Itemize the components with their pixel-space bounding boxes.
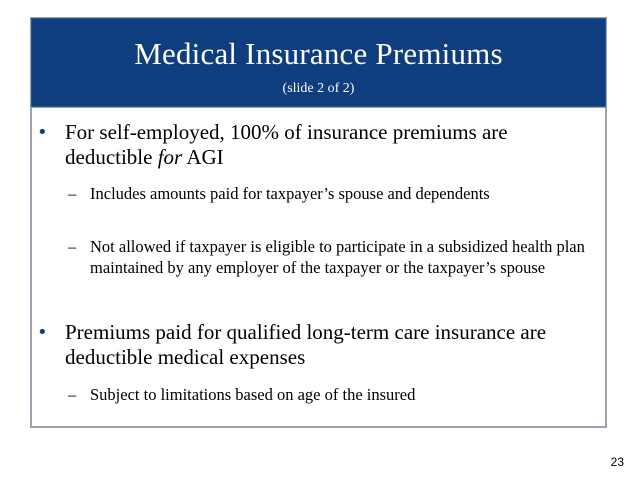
bullet-icon: • — [37, 122, 48, 143]
sub-bullet-text: Subject to limitations based on age of the insured — [90, 385, 416, 404]
bullet-icon: • — [37, 322, 48, 343]
slide-title: Medical Insurance Premiums — [134, 36, 503, 71]
bullet-text-start: For self-employed, 100% of insurance premiums are deductible — [65, 120, 508, 169]
title-banner — [30, 17, 607, 108]
content-panel — [30, 108, 607, 428]
dash-icon: – — [68, 184, 77, 203]
slide-subtitle: (slide 2 of 2) — [282, 81, 355, 96]
bullet-text: Premiums paid for qualified long-term care insurance are deductible medical expenses — [65, 320, 547, 369]
sub-bullet-limitations — [68, 384, 595, 405]
bullet-text-emphasis: for — [157, 145, 183, 169]
dash-icon: – — [68, 385, 77, 404]
dash-icon: – — [68, 237, 77, 256]
sub-bullet-text: Not allowed if taxpayer is eligible to participate in a subsidized health plan maintained by any employer of the taxpayer or the taxpayer’s spouse — [90, 237, 585, 277]
sub-bullet-not-allowed — [68, 236, 595, 278]
bullet-self-employed — [37, 120, 600, 170]
sub-bullet-spouse — [68, 183, 595, 204]
bullet-text-end: AGI — [182, 145, 224, 169]
bullet-long-term-care — [37, 320, 600, 370]
sub-bullet-text: Includes amounts paid for taxpayer’s spouse and dependents — [90, 184, 490, 203]
slide-number: 23 — [610, 455, 624, 469]
